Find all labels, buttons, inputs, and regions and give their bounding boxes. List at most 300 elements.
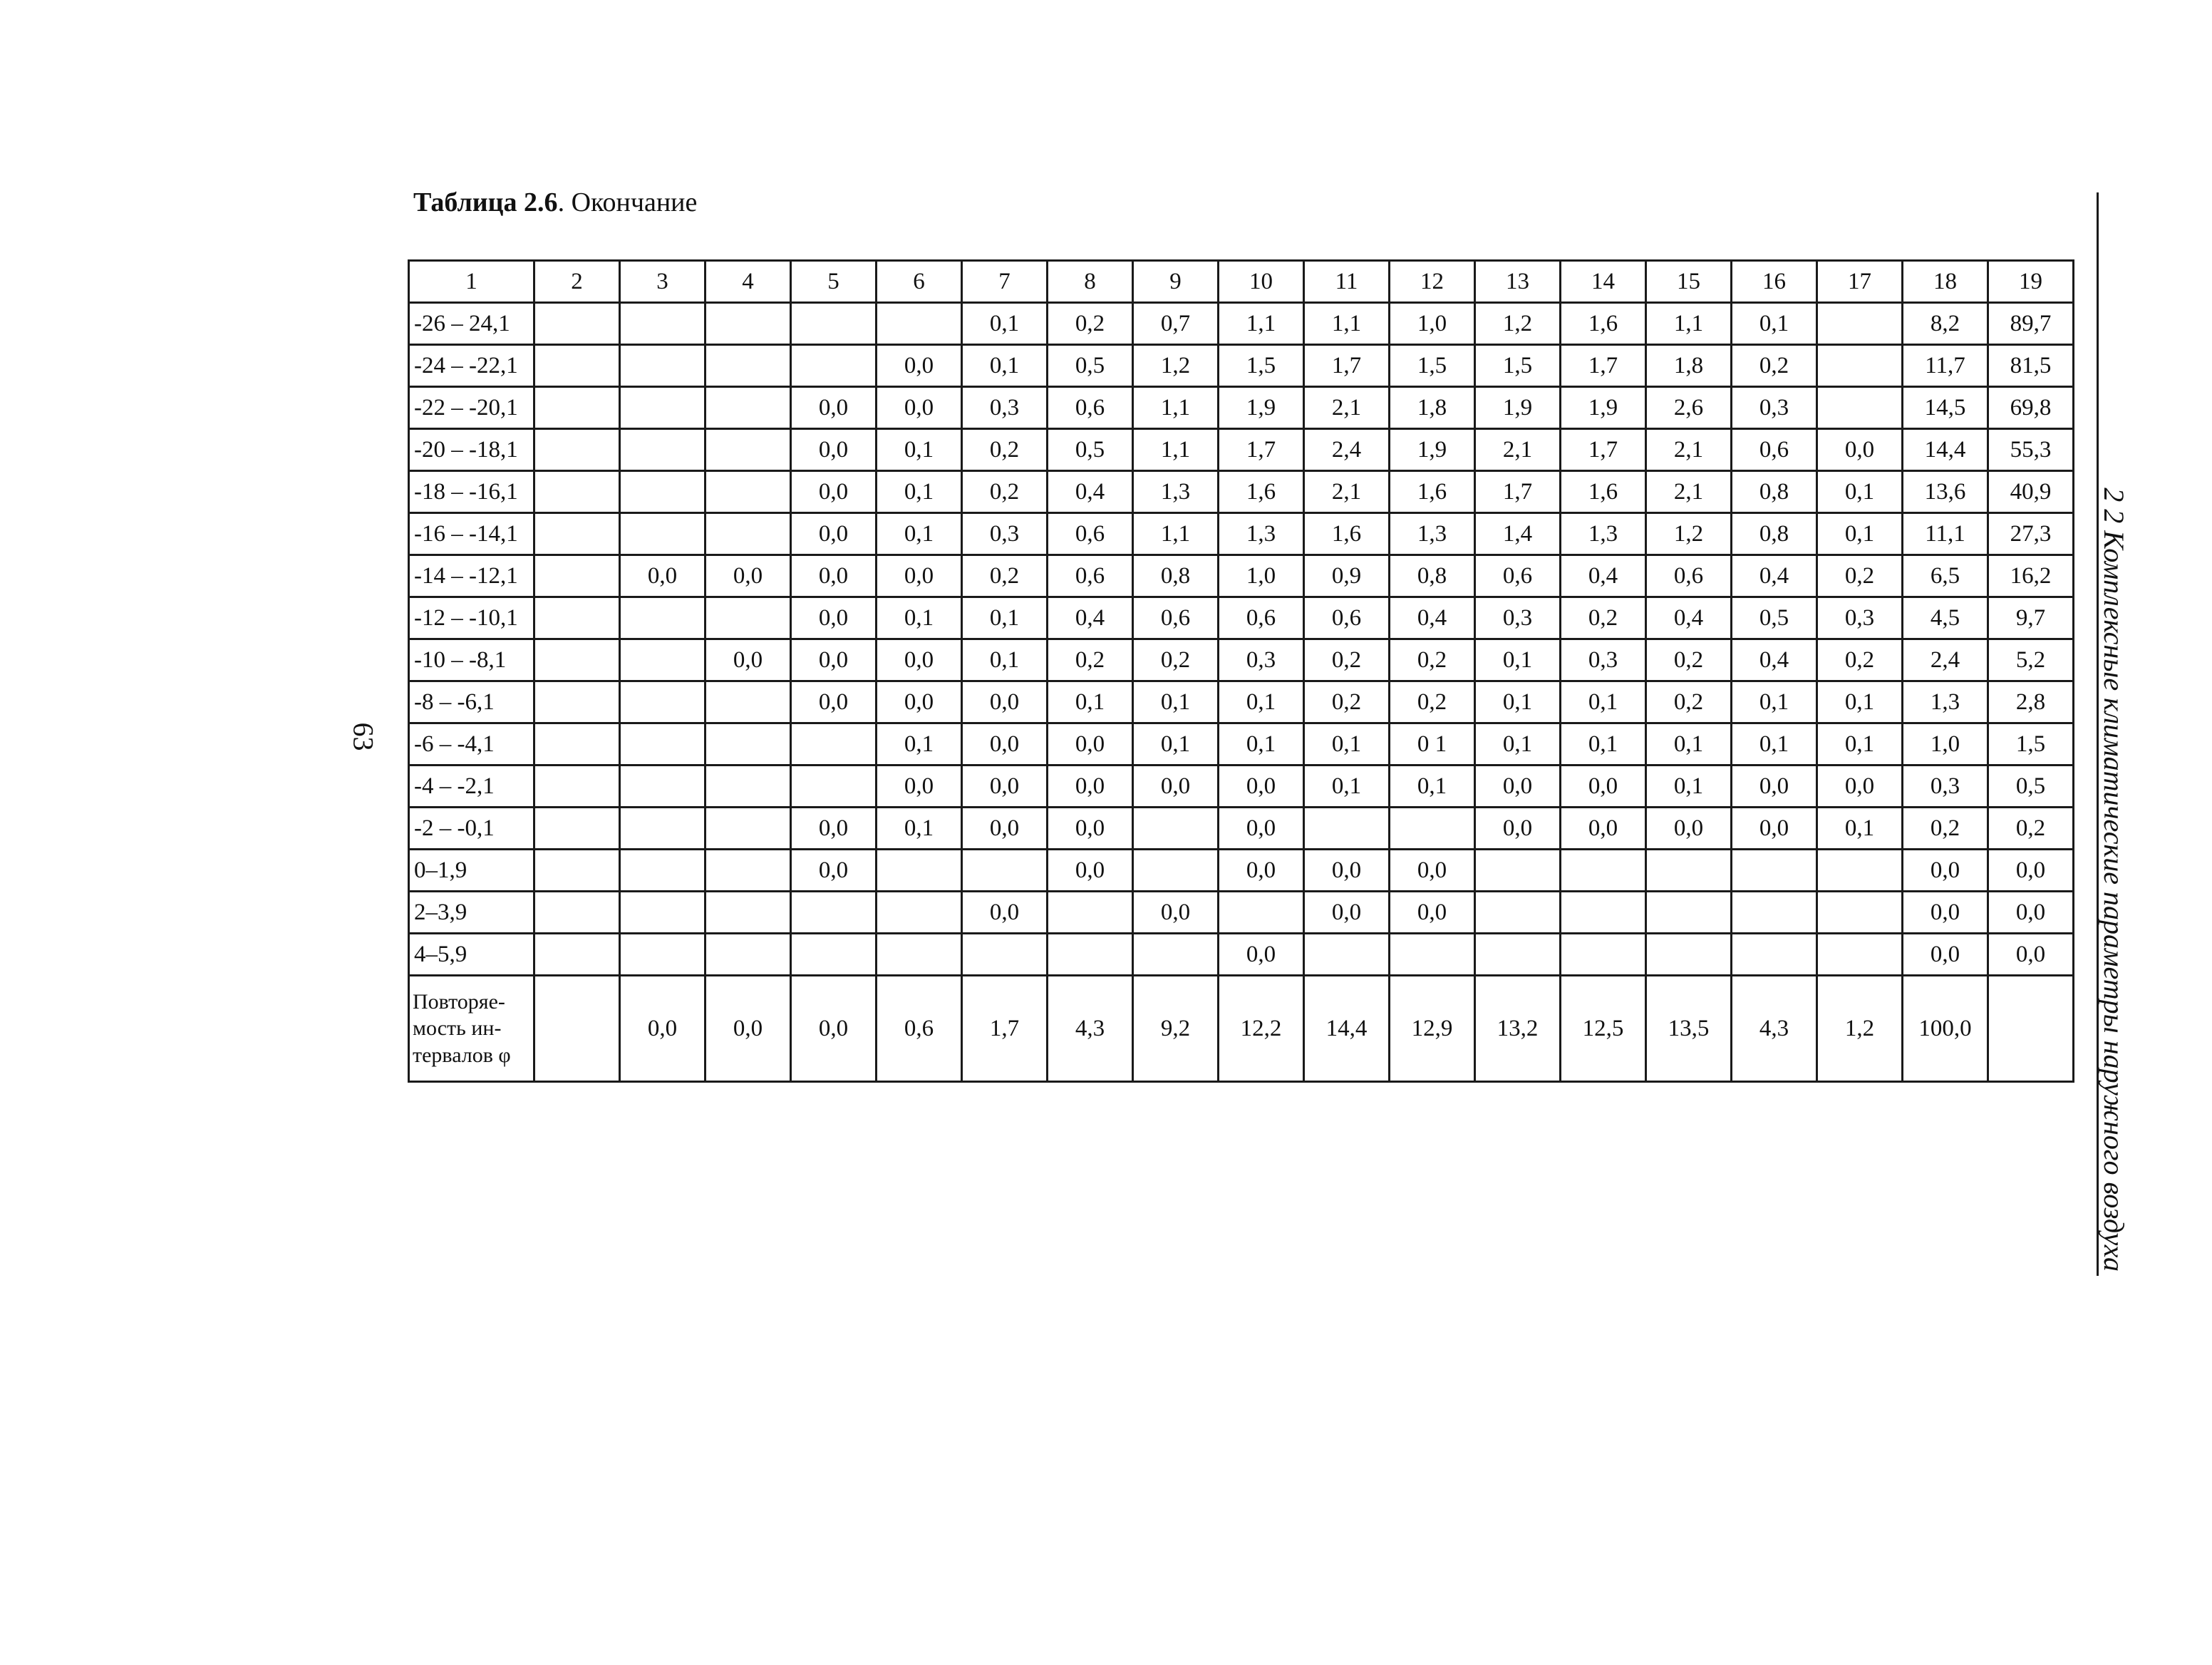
table-cell: 9 <box>1133 261 1219 303</box>
table-cell <box>1475 934 1561 976</box>
table-cell: 15 <box>1646 261 1732 303</box>
row-label-cell: -20 – -18,1 <box>409 429 534 471</box>
table-cell: 11,1 <box>1903 513 1988 555</box>
table-cell: 1,7 <box>1561 429 1646 471</box>
table-cell: 1,3 <box>1561 513 1646 555</box>
table-cell: 0,0 <box>706 639 791 681</box>
table-cell: 14 <box>1561 261 1646 303</box>
table-cell <box>620 892 706 934</box>
table-caption-number: Таблица 2.6 <box>413 187 558 217</box>
table-row <box>409 429 2074 471</box>
table-cell: 0,0 <box>1817 766 1903 808</box>
table-cell <box>534 976 620 1082</box>
table-cell: 0,1 <box>1304 766 1390 808</box>
table-cell <box>1304 934 1390 976</box>
table-cell: 0,0 <box>791 471 877 513</box>
table-cell: 0,0 <box>1048 850 1133 892</box>
table-cell: 0,1 <box>1219 681 1304 723</box>
table-cell <box>620 429 706 471</box>
table-cell: 0,2 <box>1817 555 1903 597</box>
table-cell: 0,0 <box>962 808 1048 850</box>
table-cell <box>706 808 791 850</box>
table-cell <box>1048 934 1133 976</box>
table-cell: 1,9 <box>1561 387 1646 429</box>
table-cell <box>791 345 877 387</box>
table-cell: 1,4 <box>1475 513 1561 555</box>
table-cell: 1,1 <box>1219 303 1304 345</box>
table-cell: 8 <box>1048 261 1133 303</box>
table-cell <box>534 597 620 639</box>
table-row <box>409 303 2074 345</box>
table-cell: 2,1 <box>1304 471 1390 513</box>
table-cell: 8,2 <box>1903 303 1988 345</box>
table-cell: 0,2 <box>1988 808 2074 850</box>
table-row <box>409 681 2074 723</box>
table-cell: 0,0 <box>877 387 962 429</box>
table-cell <box>534 513 620 555</box>
table-cell <box>620 766 706 808</box>
table-cell <box>791 766 877 808</box>
table-cell: 0,0 <box>1475 808 1561 850</box>
table-cell: 0,3 <box>1475 597 1561 639</box>
table-cell: 13,6 <box>1903 471 1988 513</box>
table-cell: 2,6 <box>1646 387 1732 429</box>
table-cell: 0,0 <box>1988 934 2074 976</box>
table-cell <box>1817 387 1903 429</box>
table-cell: 0,0 <box>962 681 1048 723</box>
table-cell: 13,2 <box>1475 976 1561 1082</box>
table-row <box>409 850 2074 892</box>
table-cell: 6 <box>877 261 962 303</box>
table-cell: 16 <box>1732 261 1817 303</box>
table-cell: 27,3 <box>1988 513 2074 555</box>
table-cell: 0,1 <box>1817 681 1903 723</box>
table-cell: 0,2 <box>962 555 1048 597</box>
table-cell <box>1817 345 1903 387</box>
table-cell: 0,0 <box>1304 892 1390 934</box>
table-cell: 4 <box>706 261 791 303</box>
table-cell <box>1646 892 1732 934</box>
table-cell: 0,0 <box>1304 850 1390 892</box>
table-cell: 2,4 <box>1304 429 1390 471</box>
table-cell: 1,0 <box>1903 723 1988 766</box>
table-cell <box>1048 892 1133 934</box>
table-cell: 1,2 <box>1817 976 1903 1082</box>
table-cell <box>534 387 620 429</box>
table-cell <box>1817 850 1903 892</box>
table-cell <box>1390 934 1475 976</box>
table-cell: 13,5 <box>1646 976 1732 1082</box>
table-cell <box>1988 976 2074 1082</box>
table-cell: 0,1 <box>1475 681 1561 723</box>
table-cell: 1,8 <box>1390 387 1475 429</box>
table-cell: 18 <box>1903 261 1988 303</box>
table-cell: 0,0 <box>877 681 962 723</box>
table-cell: 0,0 <box>1133 766 1219 808</box>
table-cell: 40,9 <box>1988 471 2074 513</box>
table-cell: 14,5 <box>1903 387 1988 429</box>
table-cell <box>1732 892 1817 934</box>
table-cell: 0,0 <box>877 639 962 681</box>
table-cell: 0,0 <box>1390 850 1475 892</box>
table-cell: 1,6 <box>1561 471 1646 513</box>
row-label-cell: -2 – -0,1 <box>409 808 534 850</box>
table-cell: 0,0 <box>1646 808 1732 850</box>
table-cell: 0,6 <box>1646 555 1732 597</box>
table-cell: 0,3 <box>1817 597 1903 639</box>
table-cell <box>534 934 620 976</box>
table-cell <box>620 808 706 850</box>
table-cell: 1,5 <box>1988 723 2074 766</box>
table-cell <box>1390 808 1475 850</box>
table-cell: 0,1 <box>1561 723 1646 766</box>
table-cell: 1,9 <box>1475 387 1561 429</box>
table-cell: 0,0 <box>962 892 1048 934</box>
table-cell: 0,0 <box>877 345 962 387</box>
table-cell: 0,1 <box>962 639 1048 681</box>
table-cell <box>534 303 620 345</box>
table-cell: 0,3 <box>1732 387 1817 429</box>
table-cell: 0,4 <box>1732 639 1817 681</box>
table-cell: 0,0 <box>1988 850 2074 892</box>
table-cell <box>620 303 706 345</box>
row-label-cell: -22 – -20,1 <box>409 387 534 429</box>
table-cell <box>962 850 1048 892</box>
table-cell: 0,3 <box>962 513 1048 555</box>
table-cell <box>620 345 706 387</box>
table-cell: 9,7 <box>1988 597 2074 639</box>
table-cell: 1,5 <box>1475 345 1561 387</box>
table-cell: 2,1 <box>1475 429 1561 471</box>
table-cell: 0,2 <box>1903 808 1988 850</box>
table-cell: 0,6 <box>1475 555 1561 597</box>
table-cell: 5 <box>791 261 877 303</box>
table-cell: 0,0 <box>791 808 877 850</box>
table-row <box>409 723 2074 766</box>
table-cell <box>706 345 791 387</box>
table-cell: 0,0 <box>1133 892 1219 934</box>
table-caption <box>413 187 697 218</box>
table-cell <box>706 429 791 471</box>
table-cell <box>706 723 791 766</box>
table-cell: 0,2 <box>1732 345 1817 387</box>
table-cell: 0,3 <box>962 387 1048 429</box>
table-cell: 0,0 <box>962 766 1048 808</box>
table-cell: 0,2 <box>1390 681 1475 723</box>
table-cell: 0,6 <box>1732 429 1817 471</box>
table-cell: 1,7 <box>1304 345 1390 387</box>
table-cell: 0,6 <box>1304 597 1390 639</box>
table-cell: 1,7 <box>1219 429 1304 471</box>
table-cell: 0 1 <box>1390 723 1475 766</box>
table-caption-suffix: . Окончание <box>557 187 698 217</box>
table-cell: 100,0 <box>1903 976 1988 1082</box>
table-cell: 0,0 <box>1988 892 2074 934</box>
table-cell: 0,1 <box>1817 723 1903 766</box>
table-cell: 1,7 <box>1561 345 1646 387</box>
table-cell <box>1561 850 1646 892</box>
table-cell: 0,2 <box>1390 639 1475 681</box>
running-head-text: 2 2 Комплексные климатические параметры наружного воздуха <box>2098 488 2130 1272</box>
table-cell: 13 <box>1475 261 1561 303</box>
table-cell: 5,2 <box>1988 639 2074 681</box>
table-cell: 4,3 <box>1048 976 1133 1082</box>
table-cell: 19 <box>1988 261 2074 303</box>
table-cell: 1,1 <box>1133 513 1219 555</box>
table-cell: 1,2 <box>1646 513 1732 555</box>
table-cell: 0,6 <box>1048 513 1133 555</box>
table-cell: 0,0 <box>791 597 877 639</box>
table-cell: 0,6 <box>1048 387 1133 429</box>
table-cell: 1,7 <box>1475 471 1561 513</box>
table-cell <box>706 766 791 808</box>
row-label-cell: 2–3,9 <box>409 892 534 934</box>
table-cell <box>534 681 620 723</box>
table-cell: 0,0 <box>1817 429 1903 471</box>
table-cell: 0,1 <box>877 723 962 766</box>
table-row <box>409 345 2074 387</box>
table-cell: 81,5 <box>1988 345 2074 387</box>
table-cell: 1,3 <box>1390 513 1475 555</box>
table-row <box>409 471 2074 513</box>
table-cell: 0,0 <box>791 513 877 555</box>
table-cell <box>620 850 706 892</box>
table-cell: 0,9 <box>1304 555 1390 597</box>
table-row <box>409 808 2074 850</box>
table-cell: 0,2 <box>1304 681 1390 723</box>
table-cell: 0,0 <box>1048 723 1133 766</box>
table-cell: 0,2 <box>1048 639 1133 681</box>
table-cell <box>877 892 962 934</box>
table-cell: 0,2 <box>1646 681 1732 723</box>
table-cell: 0,1 <box>1561 681 1646 723</box>
table-cell: 0,1 <box>877 471 962 513</box>
table-cell <box>706 892 791 934</box>
table-cell: 4,5 <box>1903 597 1988 639</box>
table-cell <box>791 303 877 345</box>
table-cell: 1,1 <box>1646 303 1732 345</box>
table-cell: 0,0 <box>620 976 706 1082</box>
table-cell: 0,8 <box>1390 555 1475 597</box>
table-row <box>409 387 2074 429</box>
table-cell: 2,4 <box>1903 639 1988 681</box>
table-cell: 0,1 <box>962 303 1048 345</box>
table-cell: 1,9 <box>1390 429 1475 471</box>
table-cell <box>706 387 791 429</box>
table-cell <box>534 429 620 471</box>
table-cell: 0,1 <box>1219 723 1304 766</box>
table-cell: 0,1 <box>1304 723 1390 766</box>
table-cell <box>706 850 791 892</box>
table-cell <box>706 303 791 345</box>
row-label-cell: -6 – -4,1 <box>409 723 534 766</box>
table-cell: 0,0 <box>791 639 877 681</box>
table-cell <box>620 513 706 555</box>
table-row <box>409 513 2074 555</box>
table-cell: 0,0 <box>791 429 877 471</box>
table-cell: 0,0 <box>706 976 791 1082</box>
table-cell: 1,3 <box>1903 681 1988 723</box>
table-cell: 9,2 <box>1133 976 1219 1082</box>
table-cell <box>534 766 620 808</box>
table-cell: 0,3 <box>1219 639 1304 681</box>
table-cell: 0,5 <box>1048 345 1133 387</box>
table-cell <box>1732 934 1817 976</box>
table-cell: 1,1 <box>1133 387 1219 429</box>
table-cell: 0,1 <box>1817 471 1903 513</box>
table-cell: 0,0 <box>791 681 877 723</box>
table-cell: 14,4 <box>1304 976 1390 1082</box>
table-cell: 0,4 <box>1646 597 1732 639</box>
table-cell: 0,0 <box>620 555 706 597</box>
table-cell: 1,2 <box>1133 345 1219 387</box>
table-cell: 0,6 <box>1133 597 1219 639</box>
table-cell <box>1817 303 1903 345</box>
table-cell: 1,9 <box>1219 387 1304 429</box>
table-cell: 0,0 <box>1561 766 1646 808</box>
table-cell: 0,0 <box>1048 766 1133 808</box>
table-cell: 17 <box>1817 261 1903 303</box>
table-cell <box>620 471 706 513</box>
table-cell: 3 <box>620 261 706 303</box>
table-cell: 89,7 <box>1988 303 2074 345</box>
header-row <box>409 261 2074 303</box>
table-cell: 0,4 <box>1048 471 1133 513</box>
table-cell: 0,5 <box>1732 597 1817 639</box>
table-cell <box>1133 808 1219 850</box>
table-cell: 1,8 <box>1646 345 1732 387</box>
table-cell: 12 <box>1390 261 1475 303</box>
table-cell <box>1133 850 1219 892</box>
table-cell: 1,5 <box>1219 345 1304 387</box>
table-cell: 1,7 <box>962 976 1048 1082</box>
table-cell <box>620 387 706 429</box>
table-cell: 0,0 <box>877 766 962 808</box>
table-cell: 0,0 <box>962 723 1048 766</box>
row-label-cell: -8 – -6,1 <box>409 681 534 723</box>
table-cell: 0,1 <box>1133 681 1219 723</box>
table-cell: 0,8 <box>1732 471 1817 513</box>
table-cell <box>1304 808 1390 850</box>
table-cell <box>620 681 706 723</box>
row-label-cell: -4 – -2,1 <box>409 766 534 808</box>
running-head <box>2097 192 2131 1276</box>
table-cell: 12,5 <box>1561 976 1646 1082</box>
table-cell: 0,0 <box>791 555 877 597</box>
table-row <box>409 555 2074 597</box>
row-label-cell: -16 – -14,1 <box>409 513 534 555</box>
total-row <box>409 976 2074 1082</box>
table-cell: 0,1 <box>877 429 962 471</box>
table-cell: 0,1 <box>1817 513 1903 555</box>
table-cell <box>620 723 706 766</box>
table-cell <box>962 934 1048 976</box>
table-cell <box>620 934 706 976</box>
table-cell: 1,6 <box>1561 303 1646 345</box>
table-cell <box>620 597 706 639</box>
table-cell: 0,4 <box>1390 597 1475 639</box>
table-cell: 12,9 <box>1390 976 1475 1082</box>
table-row <box>409 892 2074 934</box>
table-cell: 0,2 <box>1646 639 1732 681</box>
page-number: 63 <box>347 722 380 751</box>
table-cell: 0,0 <box>1390 892 1475 934</box>
table-cell <box>1219 892 1304 934</box>
table-cell: 0,8 <box>1133 555 1219 597</box>
table-cell: 6,5 <box>1903 555 1988 597</box>
table-cell: 0,8 <box>1732 513 1817 555</box>
table-cell: 11 <box>1304 261 1390 303</box>
table-row <box>409 639 2074 681</box>
table-cell: 0,1 <box>877 513 962 555</box>
table-cell: 2 <box>534 261 620 303</box>
table-cell: 0,1 <box>1133 723 1219 766</box>
table-cell: 0,1 <box>962 597 1048 639</box>
table-cell: 0,0 <box>1048 808 1133 850</box>
table-cell: 0,0 <box>877 555 962 597</box>
table-cell <box>1817 892 1903 934</box>
table-cell: 0,0 <box>791 850 877 892</box>
table-cell: 0,1 <box>1646 766 1732 808</box>
table-cell <box>1561 892 1646 934</box>
table-cell: 4,3 <box>1732 976 1817 1082</box>
table-cell <box>706 513 791 555</box>
table-cell: 0,0 <box>791 976 877 1082</box>
table-cell: 0,1 <box>1475 723 1561 766</box>
table-cell: 0,2 <box>1133 639 1219 681</box>
table-cell: 0,0 <box>1732 808 1817 850</box>
table-cell: 0,0 <box>1475 766 1561 808</box>
table-cell: 1,5 <box>1390 345 1475 387</box>
table-cell: 0,0 <box>1903 934 1988 976</box>
table-cell: 2,1 <box>1646 429 1732 471</box>
table-cell: 0,1 <box>1732 723 1817 766</box>
table-cell: 0,3 <box>1903 766 1988 808</box>
table-cell: 0,1 <box>877 597 962 639</box>
table-cell: 0,2 <box>962 471 1048 513</box>
table-cell: 0,1 <box>1817 808 1903 850</box>
table-cell <box>534 555 620 597</box>
table-cell: 16,2 <box>1988 555 2074 597</box>
table-cell <box>1133 934 1219 976</box>
table-cell: 7 <box>962 261 1048 303</box>
table-cell <box>1732 850 1817 892</box>
row-label-cell: 0–1,9 <box>409 850 534 892</box>
table-cell: 12,2 <box>1219 976 1304 1082</box>
table-cell: 2,1 <box>1304 387 1390 429</box>
table-cell <box>1817 934 1903 976</box>
table-cell <box>1646 850 1732 892</box>
table-cell <box>1475 850 1561 892</box>
table-cell <box>706 681 791 723</box>
data-table <box>408 259 2074 1083</box>
table-cell: 1,1 <box>1133 429 1219 471</box>
table-cell <box>620 639 706 681</box>
table-cell <box>534 723 620 766</box>
table-cell: 55,3 <box>1988 429 2074 471</box>
table-cell: 0,0 <box>1219 850 1304 892</box>
row-label-cell: -14 – -12,1 <box>409 555 534 597</box>
table-cell: 0,2 <box>1561 597 1646 639</box>
table-cell: 0,3 <box>1561 639 1646 681</box>
table-cell: 0,6 <box>877 976 962 1082</box>
row-label-cell: Повторяе-мость ин-тервалов φ <box>409 976 534 1082</box>
table-cell: 0,1 <box>1732 681 1817 723</box>
table-cell: 0,1 <box>1646 723 1732 766</box>
row-label-cell: 1 <box>409 261 534 303</box>
row-label-cell: -12 – -10,1 <box>409 597 534 639</box>
table-cell <box>1561 934 1646 976</box>
